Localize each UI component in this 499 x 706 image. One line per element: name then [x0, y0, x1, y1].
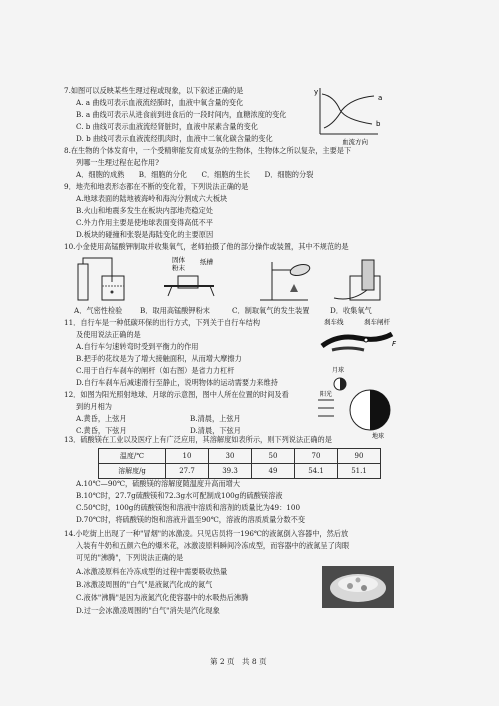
- graph-curve-a-label: a: [378, 94, 383, 102]
- q10-stem: 10.小金使用高锰酸钾制取并收集氧气，老师拍摄了他的部分操作或装置，其中不规范的是: [64, 242, 349, 251]
- q14-stem-1: 14.小吃街上出现了一种"冒烟"的冰激凌。只见店员将一196℃的液氮倒入容器中，然后放: [64, 529, 349, 538]
- q11-label-f: F: [392, 340, 397, 348]
- q14-stem-3: 可见的"沸腾"，下列说法正确的是: [76, 553, 184, 562]
- q10-figures: [72, 256, 402, 304]
- graph-curve-b-label: b: [376, 120, 381, 128]
- q7-option-a: A. a 曲线可表示血液流经肺时，血液中氧含量的变化: [76, 98, 244, 107]
- q11-option-b: B.把手的花纹是为了增大接触面积，从而增大摩擦力: [76, 354, 242, 363]
- q10-fig-c: [260, 262, 311, 300]
- q11-label-brake-line: 刹车线: [324, 318, 344, 326]
- q14-option-c: C.液体"沸腾"是因为液氮汽化使容器中的水吸热后沸腾: [76, 593, 249, 602]
- q12-option-c: C.黄昏，下弦月: [76, 426, 127, 435]
- graph-x-label: 血流方向: [342, 138, 368, 146]
- q10-fig-a: [78, 258, 124, 300]
- q13-option-b: B.10℃时，27.7g硫酸镁和72.3g水可配制成100g的硫酸镁溶液: [76, 491, 283, 500]
- table-cell: 39.3: [209, 464, 252, 479]
- q9-option-d: D.板块的碰撞和张裂是海陆变化的主要原因: [76, 230, 214, 239]
- q10-option-b: B．取用高锰酸钾粉末: [140, 306, 210, 315]
- ice-cream-photo: [322, 566, 394, 608]
- q7-stem: 7.如图可以反映某些生理过程或现象，以下叙述正确的是: [64, 86, 244, 95]
- q11-option-a: A.自行车匀速转弯时受到平衡力的作用: [76, 342, 199, 351]
- q8-stem-2: 列哪一生理过程在起作用?: [76, 158, 159, 167]
- q12-option-a: A.黄昏，上弦月: [76, 414, 127, 423]
- q9-option-c: C.外力作用主要是使地球表面变得高低不平: [76, 218, 213, 227]
- q11-option-d: D.自行车刹车后减速滑行至静止，说明物体的运动需要力来维持: [76, 378, 278, 387]
- table-cell: 90: [338, 449, 381, 464]
- solubility-table: [98, 448, 381, 479]
- q14-stem-2: 入装有牛奶和五颜六色的爆米花，冰激凌原料瞬间冷冻成型，而容器中的液氮呈了肉眼: [76, 541, 350, 550]
- q11-option-c: C.用于自行车刹车的闸杆（如右图）是省力力杠杆: [76, 366, 235, 375]
- q7-graph: [312, 84, 394, 146]
- q12-option-b: B.清晨，上弦月: [190, 414, 241, 423]
- q8-stem-1: 8.在生物的个体发育中，一个受精卵能发育成复杂的生物体，生物体之所以复杂，主要是下: [64, 146, 352, 155]
- table-cell: 54.1: [295, 464, 338, 479]
- q10-label-solid: 固体: [172, 256, 185, 264]
- q8-options: A．细胞的成熟 B．细胞的分化 C．细胞的生长 D．细胞的分裂: [76, 170, 314, 179]
- q12-label-earth: 地球: [372, 433, 385, 440]
- table-cell: 49: [252, 464, 295, 479]
- table-cell: 51.1: [338, 464, 381, 479]
- table-cell: 10: [166, 449, 209, 464]
- q11-stem-2: 及使用说法正确的是: [76, 330, 141, 339]
- q10-label-powder: 粉末: [172, 264, 185, 272]
- page-footer: 第 2 页 共 8 页: [210, 657, 267, 666]
- q14-option-b: B.冰激凌周围的"白气"是液氮汽化成的氮气: [76, 580, 213, 589]
- table-cell: 27.7: [166, 464, 209, 479]
- curve-b: [322, 94, 372, 124]
- q10-fig-d: [334, 260, 380, 300]
- graph-y-label: y: [314, 88, 319, 96]
- q10-option-d: D．收集氧气: [330, 306, 372, 315]
- q14-option-a: A.冰激凌原料在冷冻成型的过程中需要吸收热量: [76, 567, 228, 576]
- table-row-label: 溶解度/g: [99, 464, 166, 479]
- table-cell: 70: [295, 449, 338, 464]
- q12-label-sun: 阳光: [320, 391, 333, 398]
- q14-option-d: D.过一会冰激凌周围的"白气"消失是汽化现象: [76, 606, 220, 615]
- q13-option-c: C.50℃时，100g的硫酸镁饱和溶液中溶质和溶剂的质量比为49：100: [76, 503, 301, 512]
- q7-option-b: B. a 曲线可表示从进食前到进食后的一段时间内，血糖浓度的变化: [76, 110, 287, 119]
- q9-option-a: A.地球表面的陆地被海岭和海沟分割成六大板块: [76, 194, 228, 203]
- q10-label-paper: 纸槽: [200, 258, 213, 266]
- table-row: [99, 464, 381, 479]
- table-row-label: 温度/℃: [99, 449, 166, 464]
- table-cell: 30: [209, 449, 252, 464]
- q10-fig-b: [164, 256, 214, 296]
- q12-stem-1: 12．如图为阳光照射地球、月球的示意图，图中人所在位置的时间及看: [64, 390, 289, 399]
- q11-stem-1: 11．自行车是一种低碳环保的出行方式，下列关于自行车结构: [64, 318, 261, 327]
- q13-option-d: D.70℃时，将硫酸镁的饱和溶液升温至90℃，溶液的溶质质量分数不变: [76, 515, 306, 524]
- table-cell: 50: [252, 449, 295, 464]
- q13-stem: 13．硫酸镁在工业以及医疗上有广泛应用，其溶解度如表所示，则下列说法正确的是: [64, 435, 332, 444]
- q11-label-lever: 刹车闸杆: [364, 318, 390, 326]
- q13-option-a: A.10℃—90℃，硫酸镁的溶解度随温度升高而增大: [76, 479, 241, 488]
- q12-earth-moon-figure: [316, 360, 400, 440]
- q7-option-d: D. b 曲线可表示血液流经肌肉时，血液中二氧化碳含量的变化: [76, 134, 273, 143]
- q11-brake-figure: [318, 316, 400, 360]
- q7-option-c: C. b 曲线可表示血液流经肾脏时，血液中尿素含量的变化: [76, 122, 259, 131]
- q10-option-a: A．气密性检验: [74, 306, 123, 315]
- table-row: [99, 449, 381, 464]
- q12-option-d: D.清晨，下弦月: [190, 426, 241, 435]
- q12-stem-2: 到的月相为: [76, 402, 112, 411]
- q10-option-c: C．制取氧气的发生装置: [232, 306, 310, 315]
- q12-label-moon: 月球: [332, 367, 345, 374]
- q9-option-b: B.火山和地震多发生在板块内部地壳稳定处: [76, 206, 213, 215]
- q9-stem: 9．地壳和地表形态都在不断的变化着，下列说法正确的是: [64, 182, 249, 191]
